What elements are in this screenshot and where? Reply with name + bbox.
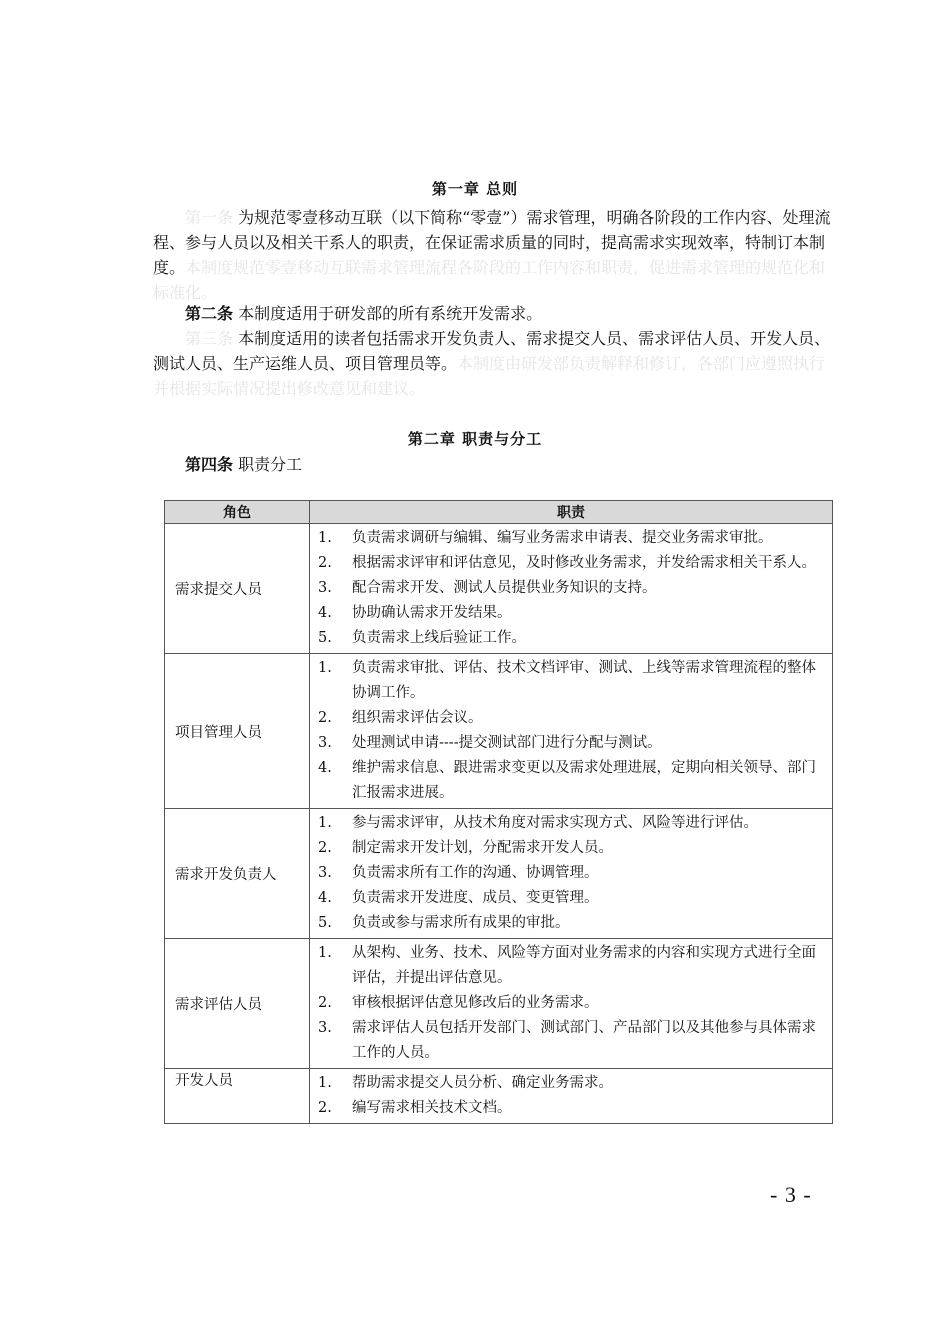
- article-3-faint-tail: 本制度由研发部负责解释和修订，各部门应遵照执行并根据实际情况提出修改意见和建议。: [153, 354, 826, 398]
- duty-number: 2.: [318, 555, 332, 571]
- duties-table: [164, 500, 833, 1124]
- duty-item: [310, 836, 826, 861]
- duties-cell: [310, 524, 833, 654]
- header-role: 角色: [165, 501, 310, 524]
- duty-text: 负责需求调研与编辑、编写业务需求申请表、提交业务需求审批。: [352, 530, 773, 546]
- duty-number: 4.: [318, 760, 332, 776]
- duty-text: 参与需求评审，从技术角度对需求实现方式、风险等进行评估。: [352, 815, 758, 831]
- duty-item: [310, 1016, 826, 1066]
- article-4: [185, 452, 865, 477]
- page-number: - 3 -: [770, 1182, 812, 1207]
- article-2-label: 第二条: [185, 304, 234, 323]
- role-cell: 需求开发负责人: [165, 809, 310, 939]
- duty-number: 2.: [318, 710, 332, 726]
- duty-text: 负责需求审批、评估、技术文档评审、测试、上线等需求管理流程的整体协调工作。: [352, 660, 816, 701]
- article-1-text: 为规范零壹移动互联（以下简称“零壹”）需求管理，明确各阶段的工作内容、处理流程、参与人员以及相关干系人的职责，在保证需求质量的同时，提高需求实现效率，特制订本制度。: [153, 208, 831, 277]
- article-3: [153, 326, 833, 401]
- duty-number: 1.: [318, 530, 332, 546]
- duty-item: [310, 626, 826, 651]
- duty-item: [310, 811, 826, 836]
- duties-cell: [310, 809, 833, 939]
- duty-number: 1.: [318, 815, 332, 831]
- table-header-row: [165, 501, 833, 524]
- duty-text: 根据需求评审和评估意见，及时修改业务需求，并发给需求相关干系人。: [352, 555, 816, 571]
- duty-item: [310, 911, 826, 936]
- duty-item: [310, 576, 826, 601]
- duty-item: [310, 731, 826, 756]
- duty-text: 制定需求开发计划，分配需求开发人员。: [352, 840, 613, 856]
- role-cell: 需求提交人员: [165, 524, 310, 654]
- duty-number: 3.: [318, 580, 332, 596]
- duty-text: 编写需求相关技术文档。: [352, 1100, 512, 1116]
- duty-item: [310, 886, 826, 911]
- duty-number: 5.: [318, 915, 332, 931]
- duty-number: 3.: [318, 865, 332, 881]
- duty-text: 需求评估人员包括开发部门、测试部门、产品部门以及其他参与具体需求工作的人员。: [352, 1020, 816, 1061]
- duty-text: 负责或参与需求所有成果的审批。: [352, 915, 570, 931]
- duty-item: [310, 551, 826, 576]
- duty-number: 1.: [318, 945, 332, 961]
- duty-item: [310, 756, 826, 806]
- article-3-label: 第三条: [185, 329, 234, 348]
- duties-cell: [310, 1069, 833, 1124]
- chapter-1-title: 第一章 总则: [431, 180, 519, 198]
- article-1-label: 第一条: [185, 208, 234, 227]
- duty-item: [310, 941, 826, 991]
- duty-text: 处理测试申请----提交测试部门进行分配与测试。: [352, 735, 662, 751]
- duty-number: 5.: [318, 630, 332, 646]
- duty-number: 2.: [318, 995, 332, 1011]
- table-row: [165, 654, 833, 809]
- table-row: [165, 524, 833, 654]
- duty-text: 维护需求信息、跟进需求变更以及需求处理进展，定期向相关领导、部门汇报需求进展。: [352, 760, 816, 801]
- article-3-text: 本制度适用的读者包括需求开发负责人、需求提交人员、需求评估人员、开发人员、测试人员、生产运维人员、项目管理员等。: [153, 329, 831, 373]
- duty-text: 组织需求评估会议。: [352, 710, 483, 726]
- duty-number: 1.: [318, 1075, 332, 1091]
- duty-text: 负责需求开发进度、成员、变更管理。: [352, 890, 599, 906]
- article-4-label: 第四条: [185, 455, 234, 474]
- duty-text: 从架构、业务、技术、风险等方面对业务需求的内容和实现方式进行全面评估，并提出评估意见。: [352, 945, 816, 986]
- duty-text: 帮助需求提交人员分析、确定业务需求。: [352, 1075, 613, 1091]
- role-cell: 需求评估人员: [165, 939, 310, 1069]
- duty-item: [310, 526, 826, 551]
- duty-number: 2.: [318, 840, 332, 856]
- duty-text: 负责需求所有工作的沟通、协调管理。: [352, 865, 599, 881]
- duty-text: 协助确认需求开发结果。: [352, 605, 512, 621]
- duty-item: [310, 1096, 826, 1121]
- duty-text: 审核根据评估意见修改后的业务需求。: [352, 995, 599, 1011]
- duties-cell: [310, 939, 833, 1069]
- table-row: [165, 1069, 833, 1124]
- chapter-2-title: 第二章 职责与分工: [407, 430, 543, 448]
- duty-text: 负责需求上线后验证工作。: [352, 630, 526, 646]
- duties-cell: [310, 654, 833, 809]
- header-duties: 职责: [310, 501, 833, 524]
- duty-number: 4.: [318, 890, 332, 906]
- article-1-faint-tail: 本制度规范零壹移动互联需求管理流程各阶段的工作内容和职责，促进需求管理的规范化和标准化。: [153, 258, 826, 302]
- duty-item: [310, 601, 826, 626]
- role-cell: 项目管理人员: [165, 654, 310, 809]
- duty-item: [310, 991, 826, 1016]
- duty-number: 3.: [318, 735, 332, 751]
- duty-number: 4.: [318, 605, 332, 621]
- duty-item: [310, 656, 826, 706]
- article-1: [153, 205, 833, 305]
- duty-number: 1.: [318, 660, 332, 676]
- role-cell: 开发人员: [165, 1069, 310, 1124]
- article-2: [153, 301, 833, 326]
- table-row: [165, 939, 833, 1069]
- duty-number: 3.: [318, 1020, 332, 1036]
- duty-number: 2.: [318, 1100, 332, 1116]
- duty-text: 配合需求开发、测试人员提供业务知识的支持。: [352, 580, 657, 596]
- duty-item: [310, 861, 826, 886]
- article-4-text: 职责分工: [238, 455, 303, 474]
- duty-item: [310, 706, 826, 731]
- table-row: [165, 809, 833, 939]
- duty-item: [310, 1071, 826, 1096]
- article-2-text: 本制度适用于研发部的所有系统开发需求。: [238, 304, 543, 323]
